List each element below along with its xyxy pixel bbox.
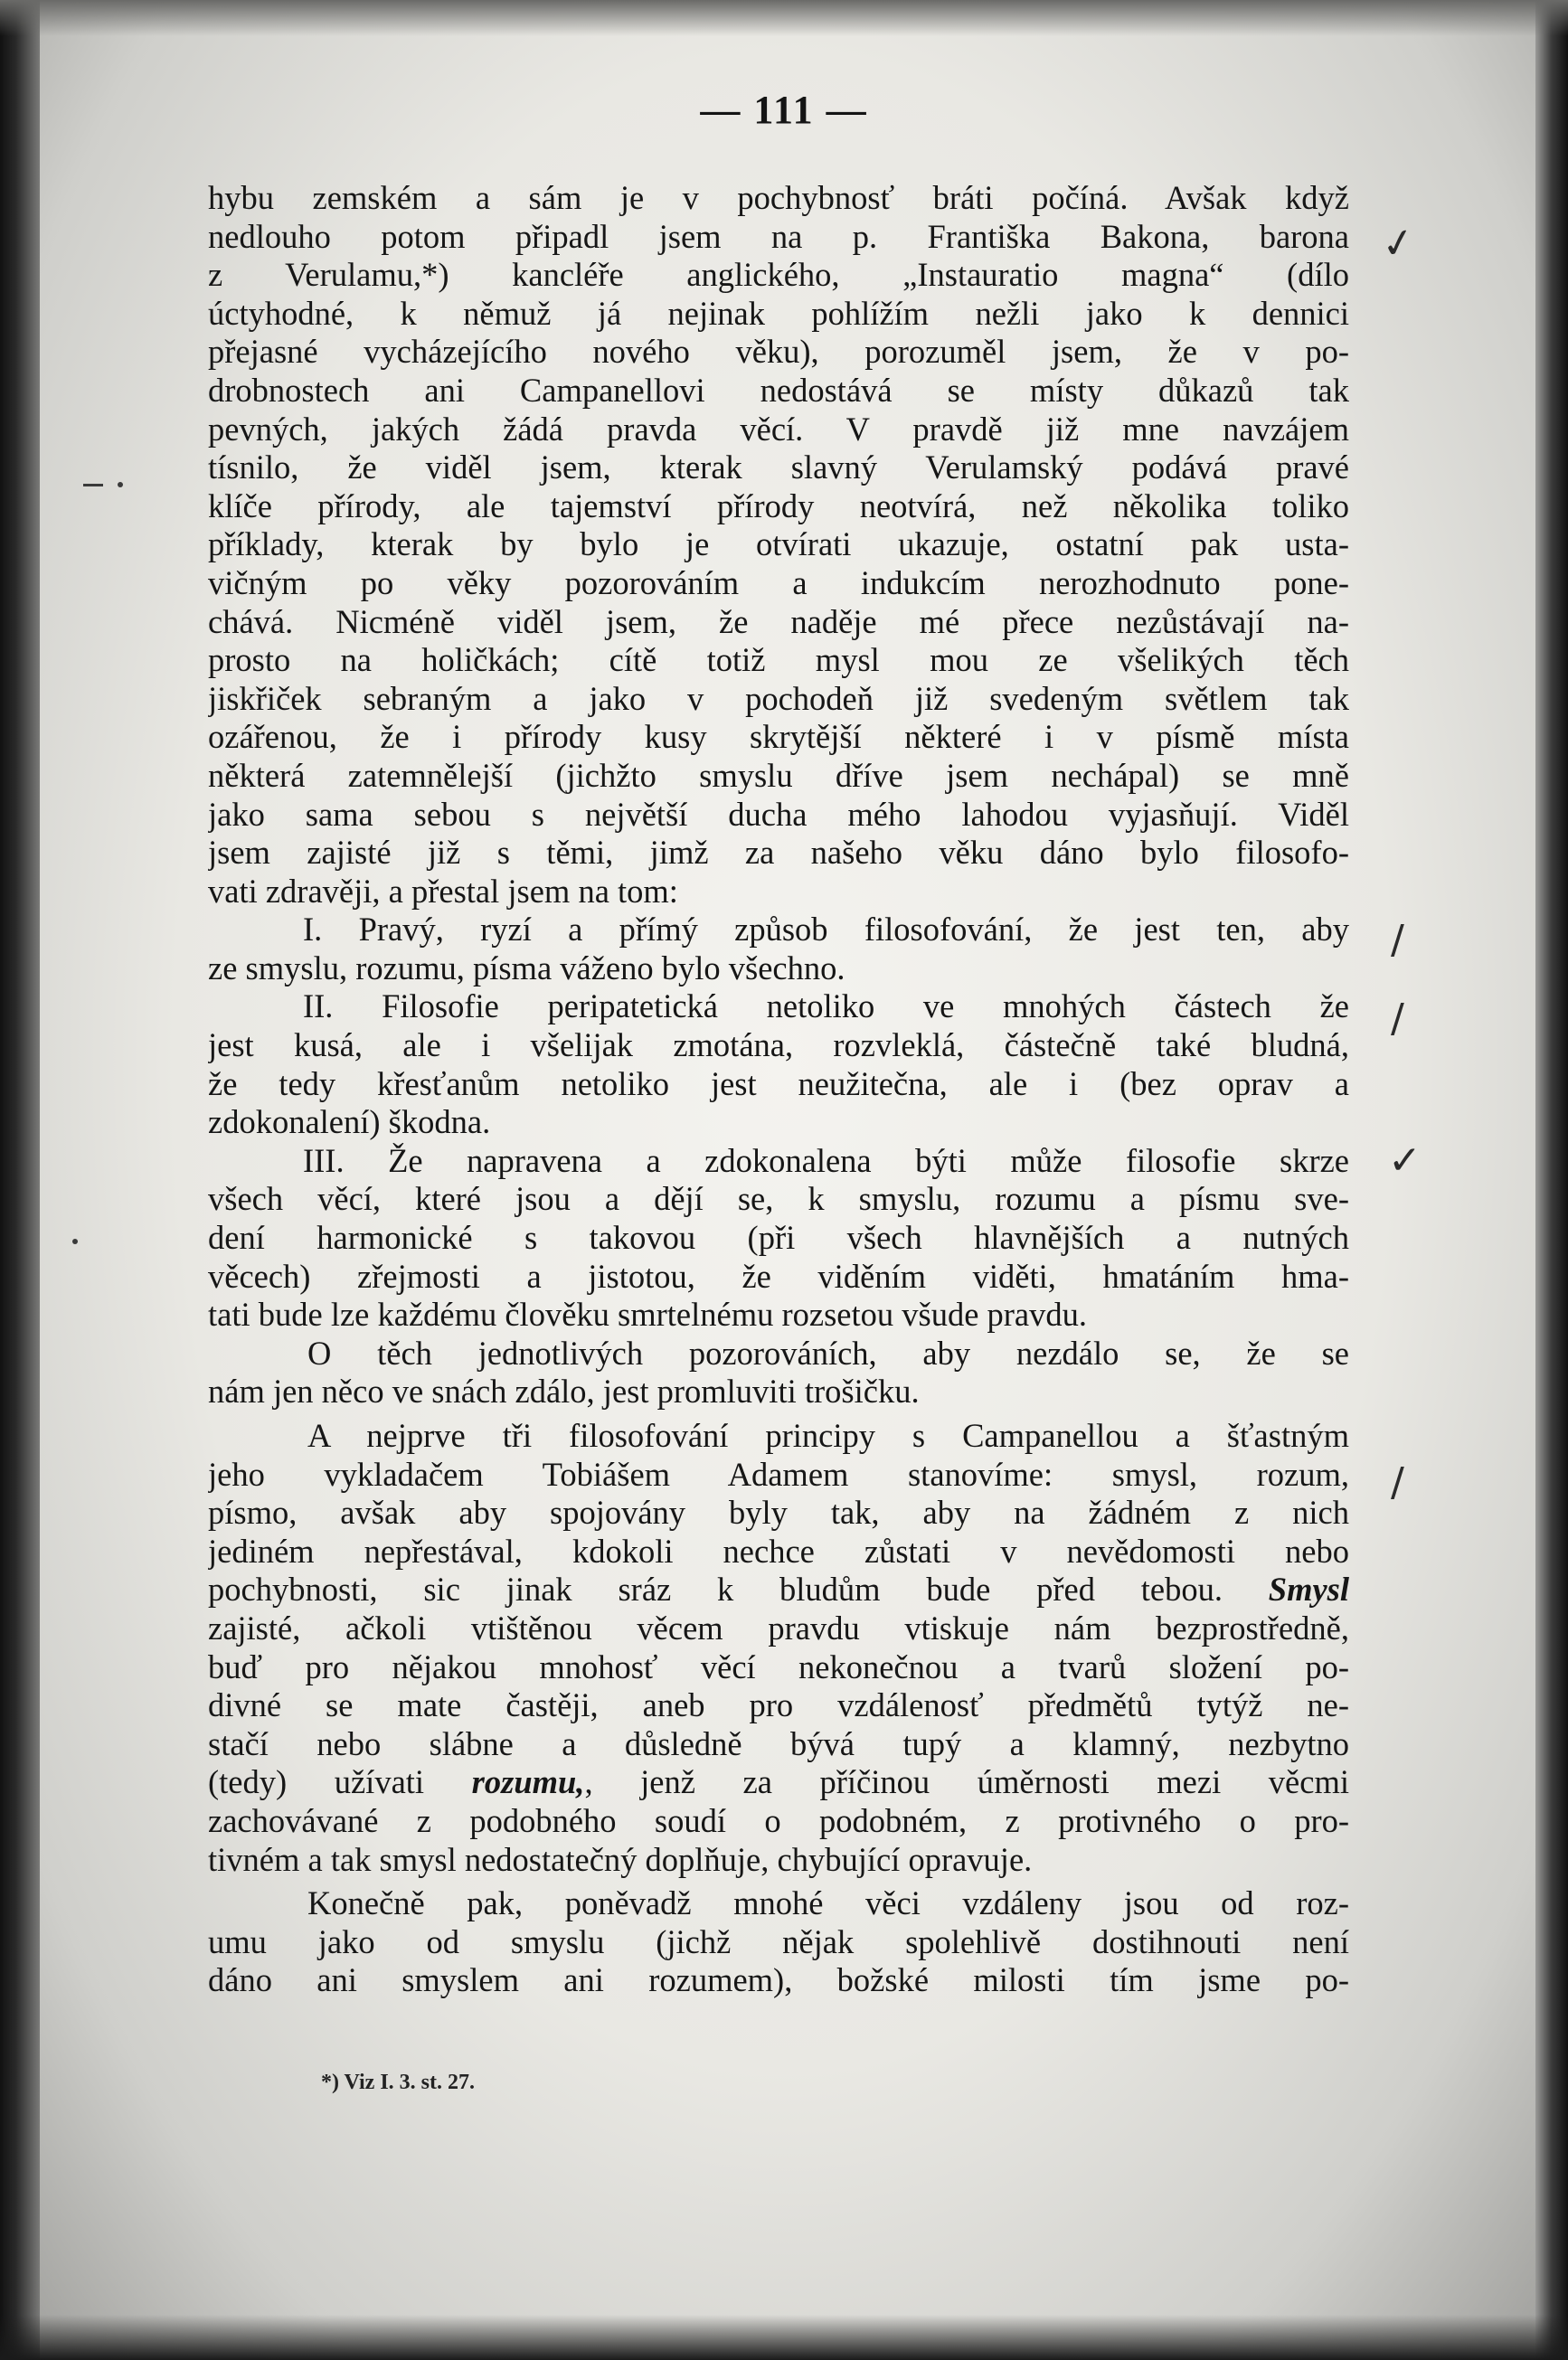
- text-line: drobnostech ani Campanellovi nedostává se místy důkazů tak: [208, 371, 1349, 409]
- text-line: zdokonalení) škodna.: [208, 1103, 491, 1141]
- text-line-part: pochybnosti, sic jinak sráz k bludům bude před tebou.: [208, 1571, 1223, 1609]
- text-line: tati bude lze každému člověku smrtelnému rozsetou všude pravdu.: [208, 1296, 1088, 1334]
- text-line: všech věcí, které jsou a dějí se, k smyslu, rozumu a písmu sve-: [208, 1180, 1349, 1218]
- margin-dot: [72, 1239, 78, 1244]
- margin-check-mark: ✓: [1377, 218, 1419, 269]
- text-line-part: (tedy) užívati: [208, 1763, 425, 1801]
- footnote: *) Viz I. 3. st. 27.: [321, 2071, 475, 2094]
- scan-shadow-bottom: [0, 2315, 1568, 2360]
- text-line: hybu zemském a sám je v pochybnosť bráti počíná. Avšak když: [208, 179, 1349, 216]
- scan-shadow-right: [1535, 0, 1568, 2360]
- text-line: pevných, jakých žádá pravda věcí. V pravdě již mne navzájem: [208, 410, 1349, 448]
- text-line: buď pro nějakou mnohosť věcí nekonečnou a tvarů složení po-: [208, 1647, 1349, 1685]
- text-line: zachovávané z podobného soudí o podobném, z protivného o pro-: [208, 1801, 1349, 1839]
- page-number: — 111 —: [700, 88, 868, 132]
- text-line-with-italic: [208, 1571, 1349, 1610]
- text-line: přejasné vycházejícího nového věku), porozuměl jsem, že v po-: [208, 333, 1349, 371]
- text-line: jako sama sebou s největší ducha mého lahodou vyjasňují. Viděl: [208, 795, 1349, 833]
- text-line: I. Pravý, ryzí a přímý způsob filosofování, že jest ten, aby: [303, 911, 1349, 949]
- text-line: vičným po věky pozorováním a indukcím nerozhodnuto pone-: [208, 563, 1349, 601]
- text-line: Konečně pak, poněvadž mnohé věci vzdáleny jsou od roz-: [307, 1884, 1349, 1922]
- italic-term: Smysl: [1268, 1571, 1349, 1609]
- text-line: z Verulamu,*) kancléře anglického, „Instauratio magna“ (dílo: [208, 256, 1349, 294]
- text-line: jsem zajisté již s těmi, jimž za našeho věku dáno bylo filosofo-: [208, 834, 1349, 872]
- text-line: vati zdravěji, a přestal jsem na tom:: [208, 872, 678, 910]
- text-line: III. Že napravena a zdokonalena býti může filosofie skrze: [303, 1141, 1349, 1179]
- text-line: zajisté, ačkoli vtištěnou věcem pravdu vtiskuje nám bezprostředně,: [208, 1609, 1349, 1647]
- text-line: úctyhodné, k němuž já nejinak pohlížím nežli jako k dennici: [208, 294, 1349, 332]
- scan-shadow-left: [0, 0, 40, 2360]
- text-line: ozářenou, že i přírody kusy skrytější některé i v písmě místa: [208, 718, 1349, 756]
- text-line: tísnilo, že viděl jsem, kterak slavný Verulamský podává pravé: [208, 448, 1349, 486]
- text-line: věcech) zřejmosti a jistotou, že viděním viděti, hmatáním hma-: [208, 1257, 1349, 1295]
- text-line: chává. Nicméně viděl jsem, že naděje mé přece nezůstávají na-: [208, 602, 1349, 640]
- text-line: A nejprve tři filosofování principy s Campanellou a šťastným: [307, 1417, 1349, 1454]
- text-line: II. Filosofie peripatetická netoliko ve mnohých částech že: [303, 987, 1349, 1025]
- text-line: prosto na holičkách; cítě totiž mysl mou ze všelikých těch: [208, 641, 1349, 679]
- text-line: nám jen něco ve snách zdálo, jest promluviti trošičku.: [208, 1373, 920, 1411]
- margin-dot: [118, 482, 123, 487]
- text-line: nedlouho potom připadl jsem na p. Františka Bakona, barona: [208, 217, 1349, 255]
- text-line: klíče přírody, ale tajemství přírody neotvírá, než několika toliko: [208, 486, 1349, 524]
- text-line: umu jako od smyslu (jichž nějak spolehlivě dostihnouti není: [208, 1922, 1349, 1960]
- margin-slash-mark: /: [1391, 996, 1404, 1042]
- text-line: O těch jednotlivých pozorováních, aby nezdálo se, že se: [307, 1334, 1349, 1372]
- text-line: stačí nebo slábne a důsledně bývá tupý a klamný, nezbytno: [208, 1724, 1349, 1762]
- margin-slash-mark: /: [1391, 1459, 1404, 1506]
- body-text: [208, 179, 1349, 2000]
- text-line: dení harmonické s takovou (při všech hlavnějších a nutných: [208, 1219, 1349, 1257]
- text-line: tivném a tak smysl nedostatečný doplňuje, chybující opravuje.: [208, 1840, 1033, 1878]
- text-line: jiskřiček sebraným a jako v pochodeň již svedeným světlem tak: [208, 679, 1349, 717]
- text-line: příklady, kterak by bylo je otvírati ukazuje, ostatní pak usta-: [208, 525, 1349, 563]
- text-line: písmo, avšak aby spojovány byly tak, aby na žádném z nich: [208, 1494, 1349, 1532]
- text-line: jeho vykladačem Tobiášem Adamem stanovíme: smysl, rozum,: [208, 1455, 1349, 1493]
- italic-term: rozumu,: [471, 1763, 585, 1801]
- margin-check-mark: ✓: [1388, 1138, 1422, 1184]
- text-line: jest kusá, ale i všelijak zmotána, rozvleklá, částečně také bludná,: [208, 1026, 1349, 1064]
- text-line: dáno ani smyslem ani rozumem), božské milosti tím jsme po-: [208, 1961, 1349, 1999]
- text-line: některá zatemnělejší (jichžto smyslu dříve jsem nechápal) se mně: [208, 756, 1349, 794]
- text-line: ze smyslu, rozumu, písma váženo bylo všechno.: [208, 949, 845, 986]
- text-line-with-italic: [208, 1763, 1349, 1802]
- text-line-part: , jenž za příčinou úměrnosti mezi věcmi: [584, 1763, 1349, 1801]
- text-line: jediném nepřestával, kdokoli nechce zůstati v nevědomosti nebo: [208, 1532, 1349, 1570]
- margin-slash-mark: /: [1391, 917, 1404, 963]
- margin-dash: [83, 484, 103, 486]
- text-line: divné se mate častěji, aneb pro vzdálenosť předmětů tytýž ne-: [208, 1686, 1349, 1724]
- scan-shadow-top: [0, 0, 1568, 36]
- text-line: že tedy křesťanům netoliko jest neužitečna, ale i (bez oprav a: [208, 1064, 1349, 1102]
